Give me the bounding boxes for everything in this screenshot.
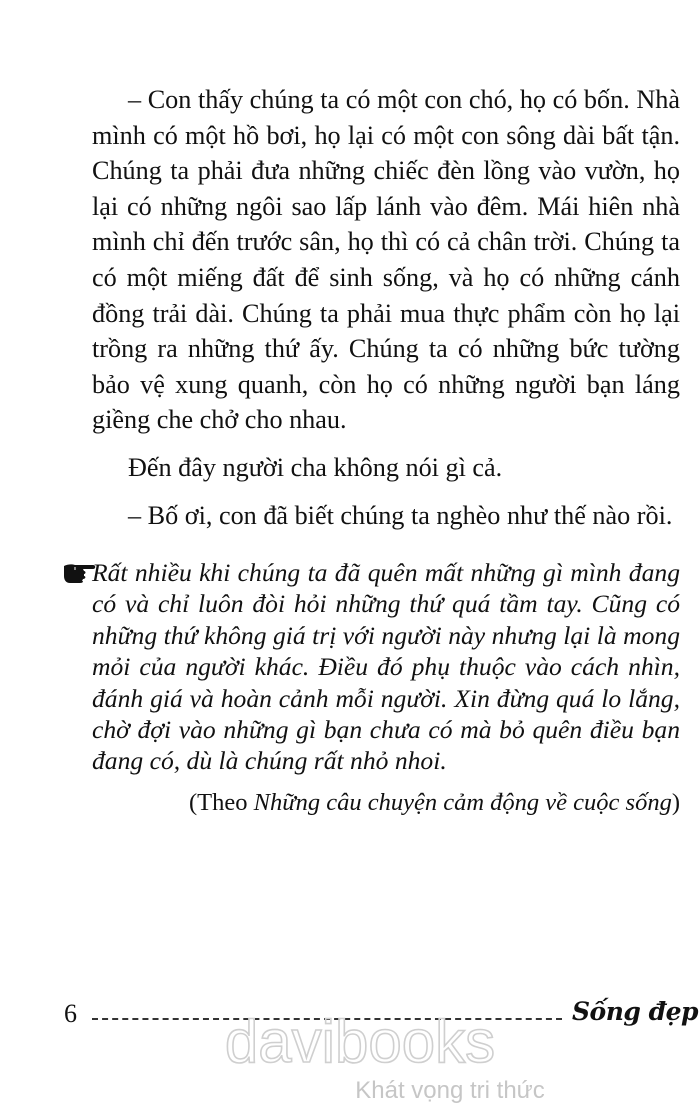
paragraph-conclusion: – Bố ơi, con đã biết chúng ta nghèo như thế nào rồi.	[128, 500, 673, 530]
moral-note: Rất nhiều khi chúng ta đã quên mất những gì mình đang có và chỉ luôn đòi hỏi những thứ quá tầm tay. Cũng có những thứ không giá trị với người này nhưng lại là mong mỏi của người khác. Điều đó phụ thuộc vào cách nhìn, đánh giá và hoàn cảnh mỗi người. Xin đừng quá lo lắng, chờ đợi vào những gì bạn chưa có mà bỏ quên điều bạn đang có, dù là chúng rất nhỏ nhoi.	[92, 558, 680, 776]
svg-text:Khát vọng tri thức: Khát vọng tri thức	[355, 1077, 545, 1104]
running-title: Sống đẹp	[572, 997, 698, 1026]
source-title: Những câu chuyện cảm động về cuộc sống	[253, 789, 672, 816]
source-citation	[189, 787, 680, 819]
source-suffix: )	[671, 789, 680, 816]
paragraph-narration: Đến đây người cha không nói gì cả.	[128, 452, 503, 482]
paragraph-dialogue: – Con thấy chúng ta có một con chó, họ có bốn. Nhà mình có một hồ bơi, họ lại có một con sông dài bất tận. Chúng ta phải đưa những chiếc đèn lồng vào vườn, họ lại có những ngôi sao lấp lánh vào đêm. Mái hiên nhà mình chỉ đến trước sân, họ thì có cả chân trời. Chúng ta có một miếng đất để sinh sống, và họ có những cánh đồng trải dài. Chúng ta phải mua thực phẩm còn họ lại trồng ra những thứ ấy. Chúng ta có những bức tường bảo vệ xung quanh, còn họ có những người bạn láng giềng che chở cho nhau.	[92, 85, 680, 435]
svg-text:davibooks: davibooks	[224, 1010, 496, 1075]
page-number: 6	[64, 999, 77, 1028]
story-text	[92, 82, 680, 533]
davibooks-watermark	[150, 1010, 570, 1105]
source-prefix: (Theo	[189, 789, 254, 816]
